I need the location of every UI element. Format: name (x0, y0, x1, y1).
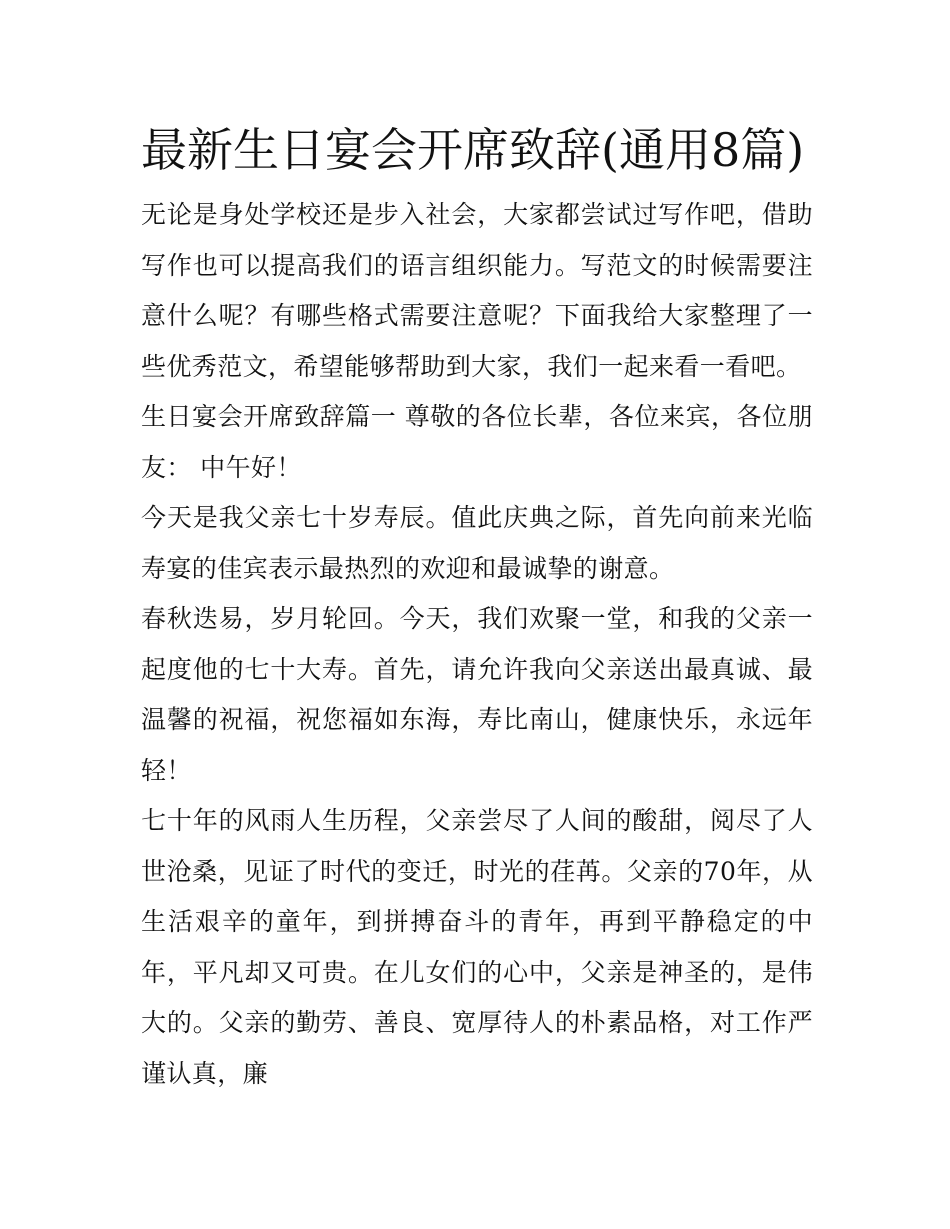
paragraph-intro: 无论是身处学校还是步入社会，大家都尝试过写作吧，借助写作也可以提高我们的语言组织能力。写范文的时候需要注意什么呢？有哪些格式需要注意呢？下面我给大家整理了一些优秀范文，希望能够帮助到大家，我们一起来看一看吧。 (141, 200, 813, 381)
paragraph-blessing: 春秋迭易，岁月轮回。今天，我们欢聚一堂，和我的父亲一起度他的七十大寿。首先，请允许我向父亲送出最真诚、最温馨的祝福，祝您福如东海，寿比南山，健康快乐，永远年轻！ (141, 604, 813, 785)
document-body (141, 112, 813, 1099)
paragraph-welcome: 今天是我父亲七十岁寿辰。值此庆典之际，首先向前来光临寿宴的佳宾表示最热烈的欢迎和最诚挚的谢意。 (141, 503, 813, 583)
paragraph-greeting: 生日宴会开席致辞篇一 尊敬的各位长辈，各位来宾，各位朋友： 中午好！ (141, 402, 813, 482)
paragraph-life-story: 七十年的风雨人生历程，父亲尝尽了人间的酸甜，阅尽了人世沧桑，见证了时代的变迁，时光的荏苒。父亲的70年，从生活艰辛的童年，到拼搏奋斗的青年，再到平静稳定的中年，平凡却又可贵。在儿女们的心中，父亲是神圣的，是伟大的。父亲的勤劳、善良、宽厚待人的朴素品格，对工作严谨认真，廉 (141, 806, 813, 1088)
document-title: 最新生日宴会开席致辞(通用8篇) (141, 123, 805, 177)
